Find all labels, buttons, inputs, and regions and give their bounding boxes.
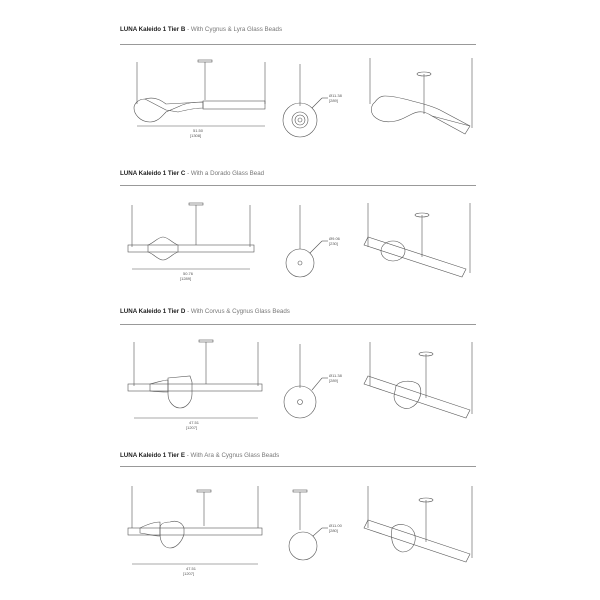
front-view (128, 340, 262, 430)
product-name: LUNA Kaleido 1 Tier C (120, 170, 186, 177)
product-subtitle: - With Ara & Cygnus Glass Beads (186, 452, 280, 459)
diameter-dimension-mm: [280] (329, 528, 338, 533)
product-subtitle: - With Cygnus & Lyra Glass Beads (187, 26, 283, 33)
tier-e-drawings (0, 466, 600, 596)
section-title (120, 170, 264, 177)
diameter-dimension-mm: [289] (329, 98, 338, 103)
front-view (128, 486, 262, 576)
tier-c-drawings (0, 185, 600, 300)
diameter-dimension: Ø11.38 (329, 93, 342, 98)
diameter-dimension-mm: [289] (329, 378, 338, 383)
perspective-view (364, 203, 470, 277)
top-view (289, 490, 343, 560)
diameter-dimension: Ø11.00 (329, 523, 342, 528)
width-dimension: 47.51 (186, 566, 197, 571)
diameter-dimension: Ø11.38 (329, 373, 342, 378)
width-dimension-mm: [1308] (190, 133, 202, 138)
diameter-dimension: Ø9.06 (329, 236, 340, 241)
section-tier-e (0, 450, 600, 600)
section-tier-c (0, 150, 600, 300)
product-name: LUNA Kaleido 1 Tier B (120, 26, 186, 33)
product-name: LUNA Kaleido 1 Tier E (120, 452, 185, 459)
perspective-view (364, 342, 472, 418)
width-dimension-mm: [1207] (183, 571, 195, 576)
product-subtitle: - With Corvus & Cygnus Glass Beads (187, 308, 290, 315)
front-view (134, 60, 265, 138)
product-name: LUNA Kaleido 1 Tier D (120, 308, 186, 315)
width-dimension-mm: [1289] (180, 276, 192, 281)
perspective-view (370, 58, 472, 134)
width-dimension: 51.50 (193, 128, 204, 133)
section-title (120, 308, 290, 315)
top-view (284, 344, 343, 418)
top-view (283, 64, 343, 137)
perspective-view (364, 486, 472, 562)
tier-d-drawings (0, 324, 600, 444)
front-view (128, 203, 254, 281)
tier-b-drawings (0, 44, 600, 154)
diameter-dimension-mm: [230] (329, 241, 338, 246)
width-dimension-mm: [1207] (186, 425, 198, 430)
section-tier-b (0, 0, 600, 150)
product-subtitle: - With a Dorado Glass Bead (187, 170, 265, 177)
section-title (120, 452, 279, 459)
section-tier-d (0, 300, 600, 450)
section-title (120, 26, 282, 33)
width-dimension: 47.51 (189, 420, 200, 425)
top-view (286, 205, 341, 277)
width-dimension: 50.76 (183, 271, 194, 276)
